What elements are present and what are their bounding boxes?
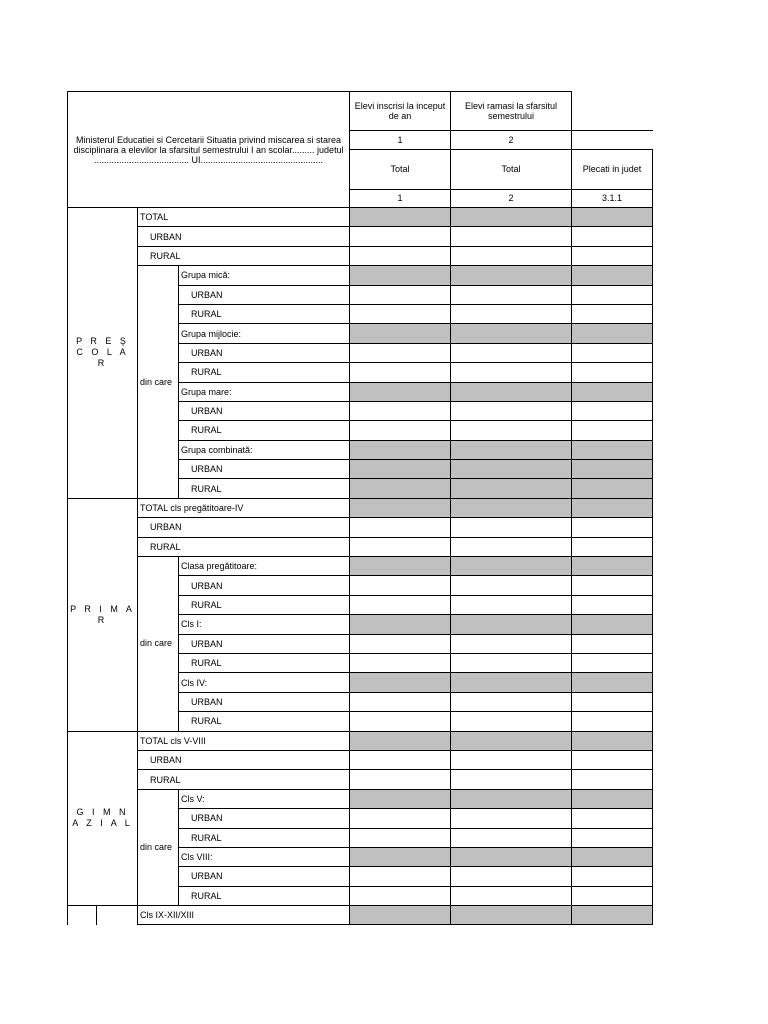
cell[interactable] bbox=[350, 246, 451, 265]
row-label: URBAN bbox=[179, 285, 350, 304]
cell[interactable] bbox=[451, 615, 572, 634]
cell[interactable] bbox=[451, 304, 572, 323]
col2-num: 2 bbox=[451, 130, 572, 149]
cell[interactable] bbox=[451, 809, 572, 828]
cell[interactable] bbox=[350, 576, 451, 595]
cell[interactable] bbox=[451, 421, 572, 440]
cell[interactable] bbox=[350, 557, 451, 576]
cell[interactable] bbox=[572, 208, 653, 227]
cell[interactable] bbox=[572, 906, 653, 925]
cell[interactable] bbox=[451, 576, 572, 595]
row-label: RURAL bbox=[138, 770, 350, 789]
cell[interactable] bbox=[451, 789, 572, 808]
cell[interactable] bbox=[572, 712, 653, 731]
cell[interactable] bbox=[572, 479, 653, 498]
cell[interactable] bbox=[572, 576, 653, 595]
row-label: URBAN bbox=[179, 401, 350, 420]
cell[interactable] bbox=[572, 518, 653, 537]
group-label: Cls VIII: bbox=[179, 847, 350, 866]
row-label: URBAN bbox=[179, 576, 350, 595]
cell[interactable] bbox=[350, 227, 451, 246]
cell[interactable] bbox=[572, 324, 653, 343]
row-label: RURAL bbox=[179, 304, 350, 323]
cell[interactable] bbox=[350, 712, 451, 731]
row-label: URBAN bbox=[138, 750, 350, 769]
row-label: RURAL bbox=[179, 421, 350, 440]
cell[interactable] bbox=[350, 673, 451, 692]
cell[interactable] bbox=[572, 634, 653, 653]
cell[interactable] bbox=[350, 653, 451, 672]
cell[interactable] bbox=[572, 246, 653, 265]
cell[interactable] bbox=[572, 421, 653, 440]
cell[interactable] bbox=[451, 770, 572, 789]
cell[interactable] bbox=[451, 673, 572, 692]
row-label: URBAN bbox=[179, 692, 350, 711]
group-label: Grupa mare: bbox=[179, 382, 350, 401]
cell[interactable] bbox=[572, 770, 653, 789]
cell[interactable] bbox=[572, 382, 653, 401]
row-label: TOTAL bbox=[138, 208, 350, 227]
cell[interactable] bbox=[350, 401, 451, 420]
cell[interactable] bbox=[350, 867, 451, 886]
cell[interactable] bbox=[451, 401, 572, 420]
cell[interactable] bbox=[451, 460, 572, 479]
level-gimnazial: G I M N A Z I A L bbox=[68, 731, 138, 906]
row-label: Cls IX-XII/XIII bbox=[138, 906, 350, 925]
cell[interactable] bbox=[572, 401, 653, 420]
row-label: URBAN bbox=[179, 343, 350, 362]
cell[interactable] bbox=[451, 595, 572, 614]
din-care: din care bbox=[138, 557, 179, 732]
cell[interactable] bbox=[451, 537, 572, 556]
cell[interactable] bbox=[451, 382, 572, 401]
cell[interactable] bbox=[350, 770, 451, 789]
row-label: RURAL bbox=[179, 595, 350, 614]
cell[interactable] bbox=[350, 266, 451, 285]
cell[interactable] bbox=[350, 304, 451, 323]
cell[interactable] bbox=[350, 518, 451, 537]
row-label: URBAN bbox=[138, 518, 350, 537]
cell[interactable] bbox=[350, 906, 451, 925]
group-label: Cls IV: bbox=[179, 673, 350, 692]
cell[interactable] bbox=[572, 867, 653, 886]
row-label: RURAL bbox=[179, 363, 350, 382]
col1-num: 1 bbox=[350, 130, 451, 149]
group-label: Cls V: bbox=[179, 789, 350, 808]
cell[interactable] bbox=[451, 285, 572, 304]
cell[interactable] bbox=[350, 460, 451, 479]
report-title: Ministerul Educatiei si Cercetarii Situatia privind miscarea si starea disciplinara a elevilor la sfarsitul semestrului I an scolar......... judetul ...................................... UI................................................. bbox=[68, 92, 350, 208]
cell[interactable] bbox=[350, 324, 451, 343]
col1-title: Elevi inscrisi la inceput de an bbox=[350, 92, 451, 131]
row-label: URBAN bbox=[179, 460, 350, 479]
cell[interactable] bbox=[451, 324, 572, 343]
col3-title-empty bbox=[572, 92, 653, 131]
din-care: din care bbox=[138, 266, 179, 499]
cell[interactable] bbox=[350, 479, 451, 498]
col3-num-empty bbox=[572, 130, 653, 149]
cell[interactable] bbox=[350, 498, 451, 517]
group-label: Cls I: bbox=[179, 615, 350, 634]
cell[interactable] bbox=[451, 363, 572, 382]
cell[interactable] bbox=[572, 809, 653, 828]
row-label: URBAN bbox=[138, 227, 350, 246]
cell[interactable] bbox=[572, 731, 653, 750]
cell[interactable] bbox=[572, 673, 653, 692]
cell[interactable] bbox=[572, 440, 653, 459]
row-label: TOTAL cls V-VIII bbox=[138, 731, 350, 750]
cell[interactable] bbox=[572, 692, 653, 711]
cell[interactable] bbox=[451, 518, 572, 537]
cell[interactable] bbox=[572, 285, 653, 304]
group-label: Grupa combinată: bbox=[179, 440, 350, 459]
cell[interactable] bbox=[572, 304, 653, 323]
cell[interactable] bbox=[572, 595, 653, 614]
cell[interactable] bbox=[572, 498, 653, 517]
row-label: RURAL bbox=[179, 828, 350, 847]
sub-col3: Plecati in judet bbox=[572, 149, 653, 189]
cell[interactable] bbox=[572, 615, 653, 634]
cell[interactable] bbox=[451, 847, 572, 866]
row-label: RURAL bbox=[179, 886, 350, 905]
level-primar: P R I M A R bbox=[68, 498, 138, 731]
cell[interactable] bbox=[572, 227, 653, 246]
row-label: RURAL bbox=[179, 712, 350, 731]
report-table bbox=[67, 91, 653, 925]
cell[interactable] bbox=[350, 382, 451, 401]
cell[interactable] bbox=[572, 266, 653, 285]
row-label: RURAL bbox=[138, 246, 350, 265]
cell[interactable] bbox=[451, 828, 572, 847]
cell[interactable] bbox=[350, 847, 451, 866]
row-label: URBAN bbox=[179, 809, 350, 828]
report-sheet bbox=[67, 91, 652, 925]
cell[interactable] bbox=[451, 886, 572, 905]
sub-total2: Total bbox=[451, 149, 572, 189]
cell[interactable] bbox=[350, 421, 451, 440]
cell[interactable] bbox=[451, 634, 572, 653]
cell[interactable] bbox=[451, 227, 572, 246]
row-label: RURAL bbox=[179, 479, 350, 498]
cell[interactable] bbox=[451, 266, 572, 285]
cell[interactable] bbox=[572, 653, 653, 672]
cell[interactable] bbox=[451, 867, 572, 886]
cell[interactable] bbox=[572, 460, 653, 479]
din-care: din care bbox=[138, 789, 179, 905]
group-label: Clasa pregătitoare: bbox=[179, 557, 350, 576]
code1: 1 bbox=[350, 189, 451, 207]
cell[interactable] bbox=[572, 828, 653, 847]
cell[interactable] bbox=[350, 285, 451, 304]
cell[interactable] bbox=[350, 886, 451, 905]
cell[interactable] bbox=[350, 828, 451, 847]
cell[interactable] bbox=[451, 479, 572, 498]
cell[interactable] bbox=[451, 750, 572, 769]
cell[interactable] bbox=[350, 789, 451, 808]
col2-title: Elevi ramasi la sfarsitul semestrului bbox=[451, 92, 572, 131]
cell[interactable] bbox=[350, 537, 451, 556]
cell[interactable] bbox=[451, 692, 572, 711]
cell[interactable] bbox=[451, 208, 572, 227]
cell[interactable] bbox=[350, 731, 451, 750]
cell[interactable] bbox=[572, 886, 653, 905]
group-label: Grupa mijlocie: bbox=[179, 324, 350, 343]
cell[interactable] bbox=[572, 537, 653, 556]
cell[interactable] bbox=[572, 557, 653, 576]
cell[interactable] bbox=[572, 750, 653, 769]
row-label: URBAN bbox=[179, 867, 350, 886]
cell[interactable] bbox=[451, 653, 572, 672]
cell[interactable] bbox=[572, 363, 653, 382]
cell[interactable] bbox=[350, 615, 451, 634]
cell[interactable] bbox=[350, 208, 451, 227]
code3: 3.1.1 bbox=[572, 189, 653, 207]
cell[interactable] bbox=[451, 712, 572, 731]
cell[interactable] bbox=[572, 847, 653, 866]
cell[interactable] bbox=[350, 634, 451, 653]
cell[interactable] bbox=[451, 498, 572, 517]
level-liceal bbox=[68, 906, 138, 925]
group-label: Grupa mică: bbox=[179, 266, 350, 285]
row-label: RURAL bbox=[138, 537, 350, 556]
cell[interactable] bbox=[350, 440, 451, 459]
cell[interactable] bbox=[451, 906, 572, 925]
cell[interactable] bbox=[350, 750, 451, 769]
cell[interactable] bbox=[350, 809, 451, 828]
cell[interactable] bbox=[572, 343, 653, 362]
cell[interactable] bbox=[350, 692, 451, 711]
row-label: URBAN bbox=[179, 634, 350, 653]
sub-total1: Total bbox=[350, 149, 451, 189]
cell[interactable] bbox=[350, 343, 451, 362]
cell[interactable] bbox=[451, 557, 572, 576]
cell[interactable] bbox=[572, 789, 653, 808]
level-prescolar: P R E Ş C O L A R bbox=[68, 208, 138, 499]
cell[interactable] bbox=[451, 246, 572, 265]
row-label: RURAL bbox=[179, 653, 350, 672]
code2: 2 bbox=[451, 189, 572, 207]
cell[interactable] bbox=[350, 363, 451, 382]
cell[interactable] bbox=[350, 595, 451, 614]
row-label: TOTAL cls pregătitoare-IV bbox=[138, 498, 350, 517]
cell[interactable] bbox=[451, 440, 572, 459]
cell[interactable] bbox=[451, 343, 572, 362]
cell[interactable] bbox=[451, 731, 572, 750]
